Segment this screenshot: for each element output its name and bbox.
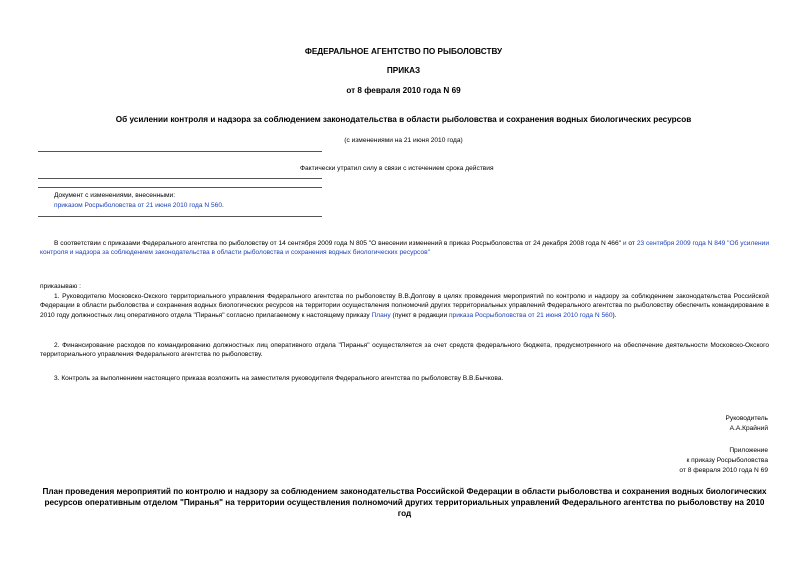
amendments-note: (с изменениями на 21 июня 2010 года) <box>344 137 463 144</box>
divider-line <box>38 178 322 179</box>
preamble-text-2: от <box>628 240 637 247</box>
item-1-mid: (пункт в редакции <box>390 311 449 319</box>
document-type: ПРИКАЗ <box>386 66 421 75</box>
item-1-text: 1. Руководителю Московско-Окского территориального управления Федерального агентства по рыболовству В.В.Долгову в целях проведения мероприятий по контролю и надзору за соблюдением законодательства Российской Федерации в области рыболовства и сохранения водных биологических ресурсов на территории осуществления полномочий других территориальных управлений Федерального агентства по рыболовству обеспечить командирование в 2010 году должностных лиц оперативного отдела "Пиранья" согласно прилагаемому к настоящему приказу <box>40 293 769 319</box>
link-order-849[interactable]: 23 сентября 2009 года N 849 "Об усилении контроля и надзора за соблюдением законодательства в области рыболовства и сохранения водных биологических ресурсов" <box>40 240 770 257</box>
item-1-end: ). <box>612 311 617 319</box>
link-plan[interactable]: Плану <box>371 311 391 319</box>
link-and[interactable]: и <box>622 240 627 247</box>
order-item-2: 2. Финансирование расходов по командированию должностных лиц оперативного отдела "Пиранья" осуществляется за счет средств федерального бюджета, предусмотренного на обеспечение деятельности Московско-Окского территориального управления Федерального агентства по рыболовству. <box>40 342 769 359</box>
status-text: Фактически утратил силу в связи с истечением срока действия <box>300 165 494 172</box>
divider-line <box>38 187 322 188</box>
order-word: приказываю : <box>40 283 82 290</box>
order-item-3: 3. Контроль за выполнением настоящего приказа возложить на заместителя руководителя Федерального агентства по рыболовству В.В.Бычкова. <box>54 375 504 382</box>
changes-label: Документ с изменениями, внесенными: <box>54 192 176 199</box>
appendix-label: Приложение <box>729 447 768 454</box>
preamble-paragraph <box>40 239 769 258</box>
appendix-block <box>679 446 768 476</box>
document-title: Об усилении контроля и надзора за соблюдением законодательства в области рыболовства и сохранения водных биологических ресурсов <box>115 115 692 124</box>
document-date-number: от 8 февраля 2010 года N 69 <box>346 86 461 95</box>
divider-line <box>38 216 322 217</box>
agency-name: ФЕДЕРАЛЬНОЕ АГЕНТСТВО ПО РЫБОЛОВСТВУ <box>304 47 503 56</box>
changes-link-suffix: . <box>222 202 224 209</box>
plan-title: План проведения мероприятий по контролю и надзору за соблюдением законодательства Российской Федерации в области рыболовства и сохранения водных биологических ресурсов оперативным отделом "Пиранья" на территории осуществления полномочий других территориальных управлений Федерального агентства по рыболовству на 2010 год <box>42 487 767 518</box>
signature-block <box>726 414 768 434</box>
link-amending-order[interactable]: приказом Росрыболовства от 21 июня 2010 года N 560 <box>54 202 223 209</box>
signature-position: Руководитель <box>725 415 768 422</box>
preamble-text-1: В соответствии с приказами Федерального агентства по рыболовству от 14 сентября 2009 года N 805 "О внесении изменений в приказ Росрыболовства от 24 декабря 2008 года N 466" <box>54 240 623 247</box>
appendix-date: от 8 февраля 2010 года N 69 <box>679 467 768 474</box>
divider-line <box>38 151 322 152</box>
order-item-1 <box>40 292 769 320</box>
changes-reference <box>54 201 224 210</box>
link-edition-order[interactable]: приказа Росрыболовства от 21 июня 2010 года N 560 <box>448 311 613 319</box>
appendix-reference: к приказу Росрыболовства <box>686 457 768 464</box>
signature-name: А.А.Крайний <box>729 425 768 432</box>
